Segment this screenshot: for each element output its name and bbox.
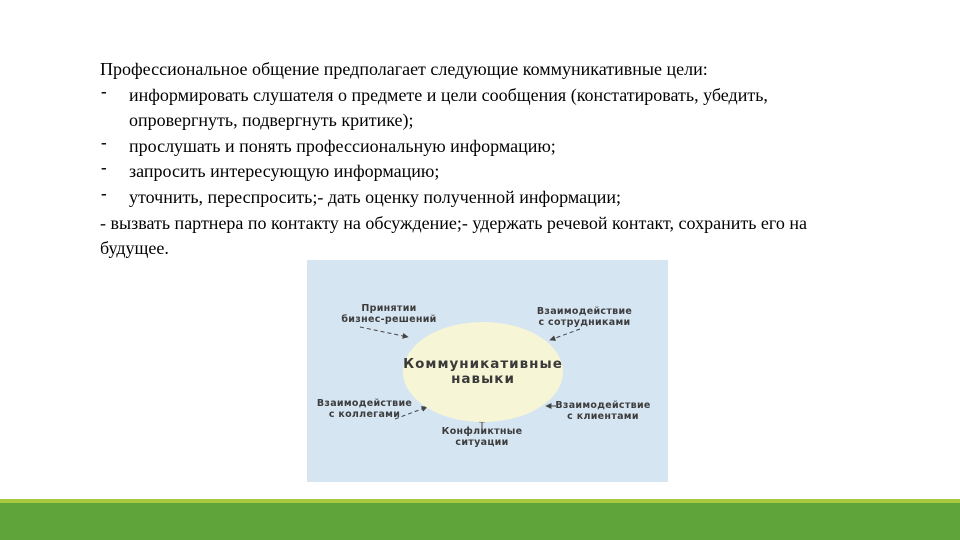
bullet-marker: - [101, 183, 107, 203]
label-line: Взаимодействие [536, 306, 633, 317]
list-item-text: запросить интересующую информацию; [129, 161, 440, 182]
bullet-marker: - [101, 132, 107, 152]
list-item-text: информировать слушателя о предмете и цели сообщения (констатировать, убедить, опровергнуть, подвергнуть критике); [129, 84, 768, 131]
label-line: Конфликтные [441, 426, 523, 437]
label-line: с клиентами [567, 410, 639, 422]
label-line: ситуации [455, 436, 509, 448]
arrow-business-decisions [360, 327, 408, 337]
label-conflict-situations [437, 427, 527, 448]
label-employees-interaction [527, 307, 642, 328]
bullet-marker: - [101, 81, 107, 101]
bullet-marker: - [101, 158, 107, 178]
label-line: Принятии [361, 303, 417, 314]
label-line: бизнес-решений [341, 313, 437, 325]
label-line: с коллегами [328, 408, 401, 420]
footer-bar [0, 503, 960, 540]
list-item-text: уточнить, переспросить;- дать оценку полученной информации; [129, 186, 622, 207]
list-item [100, 185, 850, 211]
arrow-employees [550, 329, 580, 340]
label-colleagues-interaction [312, 399, 417, 420]
communication-skills-diagram [307, 260, 668, 482]
list-item-text: прослушать и понять профессиональную информацию; [129, 135, 556, 156]
closing-paragraph: - вызвать партнера по контакту на обсуждение;- удержать речевой контакт, сохранить его на будущее. [100, 212, 807, 259]
intro-paragraph: Профессиональное общение предполагает следующие коммуникативные цели: [100, 59, 708, 79]
label-line: Взаимодействие [316, 398, 413, 409]
goals-list [100, 83, 850, 211]
label-business-decisions [329, 304, 449, 325]
label-clients-interaction [553, 401, 653, 422]
label-line: с сотрудниками [538, 316, 631, 328]
slide-text-block [100, 57, 850, 262]
ellipse-label-line1: Коммуникативные [403, 356, 563, 372]
list-item [100, 83, 850, 134]
list-item [100, 159, 850, 185]
diagram-center-ellipse [403, 322, 563, 422]
list-item [100, 134, 850, 160]
ellipse-label-line2: навыки [451, 371, 515, 387]
label-line: Взаимодействие [555, 400, 651, 411]
